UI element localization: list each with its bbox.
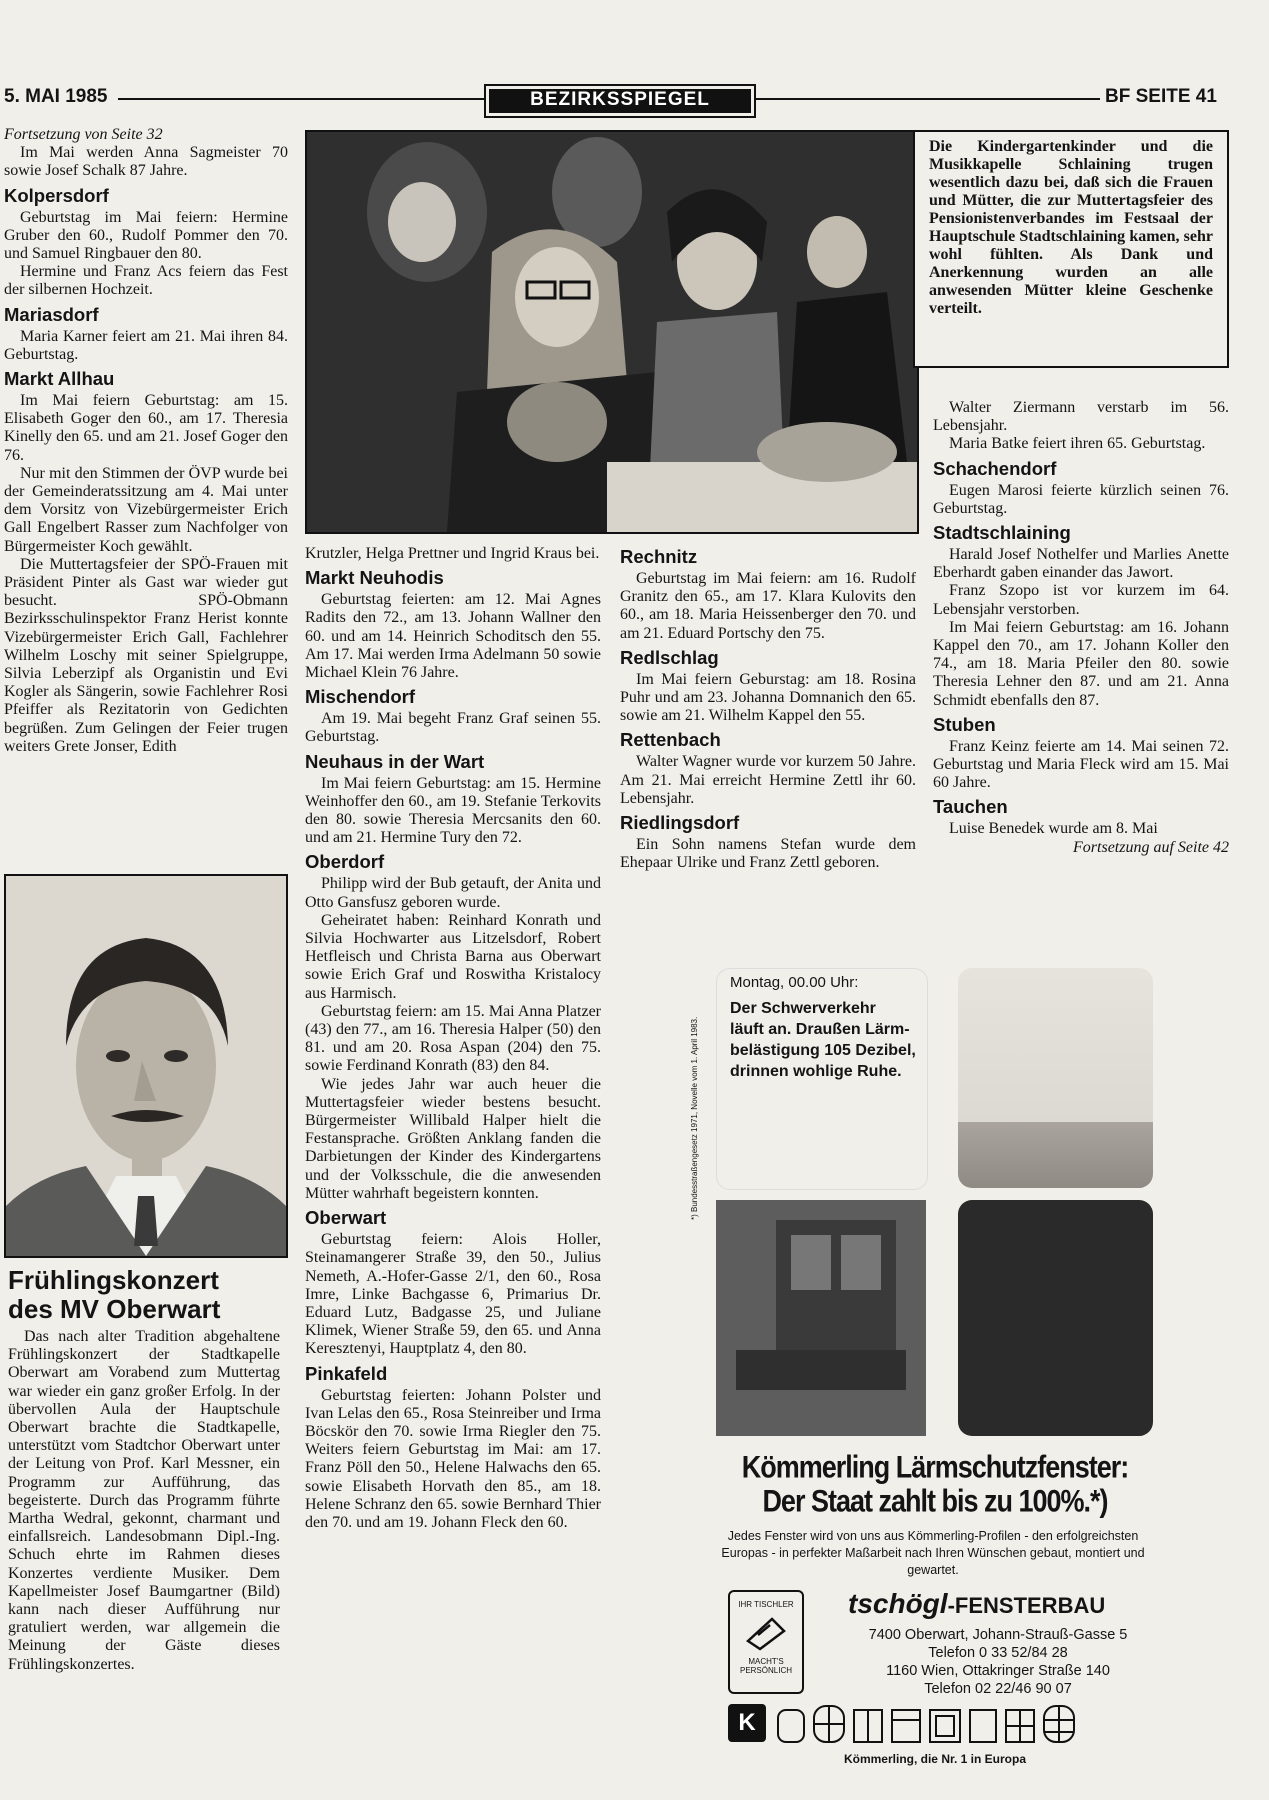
column-2 — [305, 545, 601, 1532]
paragraph: Eugen Marosi feierte kürzlich seinen 76. Geburtstag. — [933, 481, 1229, 517]
section-heading: Oberwart — [305, 1207, 387, 1229]
section-heading: Mariasdorf — [4, 303, 99, 325]
section-heading: Mischendorf — [305, 686, 415, 708]
paragraph: Maria Karner feiert am 21. Mai ihren 84. Geburtstag. — [4, 327, 288, 363]
ad-body: Jedes Fenster wird von uns aus Kömmerling-Profilen - den erfolgreichsten Europas - in perfekter Maßarbeit nach Ihren Wünschen gebaut, montiert und gewartet. — [721, 1529, 1145, 1577]
column-3 — [620, 542, 916, 872]
paragraph: Geheiratet haben: Reinhard Konrath und Silvia Hochwarter aus Litzelsdorf, Robert Hetfleisch und Christa Barna aus Oberwart sowie Erich Graf und Roswitha Kristalocy aus Harmisch. — [305, 911, 601, 1002]
address-line: 7400 Oberwart, Johann-Strauß-Gasse 5 — [868, 1627, 1128, 1643]
paragraph: Ein Sohn namens Stefan wurde dem Ehepaar Ulrike und Franz Zettl geboren. — [620, 836, 916, 872]
event-photo — [305, 130, 919, 534]
paragraph: Luise Benedek wurde am 8. Mai — [949, 820, 1158, 838]
koemmerling-logo: K — [728, 1704, 766, 1742]
window-pane-top-right — [958, 968, 1153, 1188]
ad-quote-line: Der Schwerverkehr — [730, 1000, 876, 1017]
paragraph: Geburtstag im Mai feiern: Hermine Gruber den 60., Rudolf Pommer den 70. und Samuel Ringbauer den 80. — [4, 208, 288, 263]
paragraph: Walter Wagner wurde vor kurzem 50 Jahre. Am 21. Mai erreicht Hermine Zettl ihr 60. Lebensjahr. — [620, 753, 916, 807]
issue-date: 5. MAI 1985 — [4, 86, 108, 107]
ad-quote — [730, 998, 916, 1082]
continuation-to: Fortsetzung auf Seite 42 — [1073, 838, 1229, 856]
continuation-from: Fortsetzung von Seite 32 — [4, 126, 163, 143]
brand-name: tschögl — [848, 1588, 948, 1619]
paragraph: Geburtstag im Mai feiern: am 16. Rudolf Granitz den 65., am 17. Klara Kulovits den 60., am 18. Maria Heissenberger den 70. und am 21. Eduard Portschy den 75. — [620, 570, 916, 642]
advertisement — [690, 960, 1170, 1780]
section-heading: Riedlingsdorf — [620, 812, 740, 834]
paragraph: Im Mai feiern Geburstag: am 18. Rosina Puhr und am 23. Johanna Domnanich den 65. sowie am 21. Wilhelm Kappel den 55. — [620, 670, 916, 725]
portrait-photo — [4, 874, 288, 1258]
ad-headline-2: Der Staat zahlt bis zu 100%.*) — [762, 1483, 1108, 1519]
paragraph: Walter Ziermann verstarb im 56. Lebensjahr. — [933, 399, 1229, 435]
paragraph: Maria Batke feiert ihren 65. Geburtstag. — [949, 435, 1206, 453]
page-number: BF SEITE 41 — [1105, 86, 1217, 107]
column-4 — [933, 399, 1229, 857]
section-heading: Stadtschlaining — [933, 522, 1071, 544]
phone-line: Telefon 0 33 52/84 28 — [928, 1645, 1068, 1661]
section-heading: Schachendorf — [933, 457, 1057, 479]
ad-quote-line: läuft an. Draußen Lärm- — [730, 1021, 910, 1038]
window-pane-bottom-left — [716, 1200, 926, 1436]
ad-headline-1: Kömmerling Lärmschutzfenster: — [741, 1449, 1129, 1485]
section-heading: Markt Allhau — [4, 368, 115, 390]
truck-icon — [716, 1200, 926, 1436]
section-heading: Pinkafeld — [305, 1362, 388, 1384]
paragraph: Franz Keinz feierte am 14. Mai seinen 72. Geburtstag und Maria Fleck wird am 15. Mai 60 Jahre. — [933, 737, 1229, 792]
photo-caption: Die Kindergartenkinder und die Musikkapelle Schlaining trugen wesentlich dazu bei, daß sich die Frauen und Mütter, die zur Muttertagsfeier des Pensionistenverbandes im Festsaal der Hauptschule Stadtschlaining kamen, sehr wohl fühlten. Als Dank und Anerkennung wurden an alle anwesenden Mütter kleine Geschenke verteilt. — [913, 130, 1229, 368]
paragraph: Geburtstag feierten: am 12. Mai Agnes Radits den 72., am 13. Johann Wallner den 60. und am 14. Heinrich Schoditsch den 55. Am 17. Mai werden Irma Adelmann 50 sowie Michael Klein 76 Jahre. — [305, 591, 601, 682]
paragraph: Im Mai feiern Geburtstag: am 15. Hermine Weinhoffer den 60., am 19. Stefanie Terkovits den 80. sowie Theresia Mercsanits den 60. und am 21. Hermine Tury den 72. — [305, 774, 601, 847]
ad-quote-line: drinnen wohlige Ruhe. — [730, 1063, 902, 1080]
event-photo-illustration — [307, 132, 917, 532]
brand-suffix: -FENSTERBAU — [947, 1593, 1106, 1618]
header-rule-left — [118, 98, 484, 100]
ad-footnote: *) Bundesstraßengesetz 1971, Novelle vom 1. April 1983. — [690, 1016, 699, 1220]
section-heading: Kolpersdorf — [4, 184, 109, 206]
feature-article — [8, 1266, 280, 1674]
ad-quote-line: belästigung 105 Dezibel, — [730, 1042, 916, 1059]
address-line: 1160 Wien, Ottakringer Straße 140 — [886, 1663, 1110, 1679]
section-heading: Oberdorf — [305, 851, 385, 873]
window-pane-bottom-right — [958, 1200, 1153, 1436]
section-heading: Markt Neuhodis — [305, 567, 444, 589]
paragraph: Geburtstag feiern: am 15. Mai Anna Platzer (43) den 77., am 16. Theresia Halper (50) den 81. und am 20. Rosa Aspan (204) den 75. sowie Ferdinand Konrath (83) den 84. — [305, 1002, 601, 1075]
paragraph: Franz Szopo ist vor kurzem im 64. Lebensjahr verstorben. — [933, 582, 1229, 618]
feature-title-line2: des MV Oberwart — [8, 1294, 221, 1324]
ad-tagline: Kömmerling, die Nr. 1 in Europa — [843, 1752, 1027, 1766]
badge-top-text: IHR TISCHLER — [738, 1600, 794, 1609]
section-heading: Tauchen — [933, 796, 1008, 818]
section-heading: Neuhaus in der Wart — [305, 750, 485, 772]
paragraph: Am 19. Mai begeht Franz Graf seinen 55. Geburtstag. — [305, 710, 601, 746]
section-heading: Stuben — [933, 713, 996, 735]
section-heading: Rettenbach — [620, 729, 721, 751]
feature-text: Das nach alter Tradition abgehaltene Frühlingskonzert der Stadtkapelle Oberwart am Vorabend zum Muttertag war wieder ein ganz großer Erfolg. In der übervollen Aula der Hauptschule Oberwart brachte die Stadtkapelle, unterstützt vom Stadtchor Oberwart unter der Leitung von Prof. Karl Messner, ein Programm zur Aufführung, das begeisterte. Durch das Programm führte Martha Wedral, gekonnt, charmant und einfallsreich. Landesobmann Dipl.-Ing. Schuch ehrte im Rahmen dieses Konzertes verdiente Musiker. Dem Kapellmeister Josef Baumgartner (Bild) kann nach dieser Aufführung nur gratuliert werden, war allgemein die Meinung der Gäste dieses Frühlingskonzertes. — [8, 1328, 280, 1673]
paragraph: Nur mit den Stimmen der ÖVP wurde bei der Gemeinderatssitzung am 4. Mai unter dem Vorsitz von Vizebürgermeister Erich Gall Engelbert Rasser zum Nachfolger von Bürgermeister Koch gewählt. — [4, 464, 288, 555]
paragraph: Geburtstag feiern: Alois Holler, Steinamangerer Straße 39, den 50., Julius Nemeth, A.-Hofer-Gasse 2/1, den 60., Rosa Imre, Linke Bachgasse 6, Primarius Dr. Eduard Lutz, Badgasse 25, und Juliane Klimek, Wiener Straße 59, den 65. und Anna Keresztenyi, Hauptplatz 4, den 80. — [305, 1231, 601, 1358]
paragraph: Philipp wird der Bub getauft, der Anita und Otto Gansfusz geboren wurde. — [305, 875, 601, 911]
paragraph: Wie jedes Jahr war auch heuer die Muttertagsfeier wieder bestens besucht. Bürgermeister Willibald Halper hielt die Festansprache. Größten Anklang fanden die Darbietungen der Kinder des Kindergartens und der Volksschule, die die anwesenden Mütter wahrhaft begeistern konnten. — [305, 1075, 601, 1202]
section-heading: Redlschlag — [620, 646, 719, 668]
paragraph: Geburtstag feierten: Johann Polster und Ivan Lelas den 65., Rosa Steinreiber und Irma Böcskör den 70. sowie Irma Riegler den 75. Weiters feiern Geburtstag im Mai: am 17. Franz Pöll den 50., Helene Halwachs den 65. sowie Elisabeth Horvath den 85., am 18. Helene Schranz den 65. sowie Bernhard Thier den 70. und am 19. Johann Fleck den 60. — [305, 1386, 601, 1531]
header-rule-right — [754, 98, 1100, 100]
paragraph: Im Mai werden Anna Sagmeister 70 sowie Josef Schalk 87 Jahre. — [4, 144, 288, 180]
plane-tool-icon — [744, 1613, 788, 1653]
portrait-illustration — [6, 876, 286, 1256]
badge-bottom-text: MACHT'S PERSÖNLICH — [739, 1657, 792, 1675]
section-title: BEZIRKSSPIEGEL — [484, 84, 756, 118]
paragraph: Im Mai feiern Geburtstag: am 15. Elisabeth Goger den 60., am 17. Theresia Kinelly den 65. und am 21. Josef Goger den 76. — [4, 392, 288, 464]
feature-title-line1: Frühlingskonzert — [8, 1265, 219, 1295]
paragraph: Im Mai feiern Geburtstag: am 16. Johann Kappel den 70., am 17. Johann Koller den 74., am 18. Maria Pfeiler den 80. sowie Theresia Lehner den 87. und am 21. Anna Schmidt ebenfalls den 87. — [933, 618, 1229, 709]
paragraph: Krutzler, Helga Prettner und Ingrid Kraus bei. — [305, 545, 600, 562]
ad-time: Montag, 00.00 Uhr: — [730, 974, 859, 991]
tischler-badge — [728, 1590, 804, 1694]
window-types-icon — [774, 1704, 1144, 1744]
column-1 — [4, 126, 288, 756]
section-heading: Rechnitz — [620, 546, 698, 567]
ad-brand — [848, 1588, 1105, 1620]
paragraph: Hermine und Franz Acs feiern das Fest der silbernen Hochzeit. — [4, 263, 288, 299]
phone-line: Telefon 02 22/46 90 07 — [924, 1681, 1072, 1697]
paragraph: Die Muttertagsfeier der SPÖ-Frauen mit Präsident Pinter als Gast war wieder gut besucht. SPÖ-Obmann Bezirksschulinspektor Franz Herist konnte Vizebürgermeister Erich Gall, Fachlehrer Wilhelm Loschy mit seiner Spielgruppe, Silvia Leberzipf als Organistin und Evi Kogler als Sängerin, sowie Fachlehrer Rosi Pfeiffer als Rezitatorin von Gedichten begrüßen. Zum Gelingen der Feier trugen weiters Grete Jonser, Edith — [4, 555, 288, 755]
paragraph: Harald Josef Nothelfer und Marlies Anette Eberhardt gaben einander das Jawort. — [933, 546, 1229, 582]
ad-contact — [848, 1626, 1148, 1698]
